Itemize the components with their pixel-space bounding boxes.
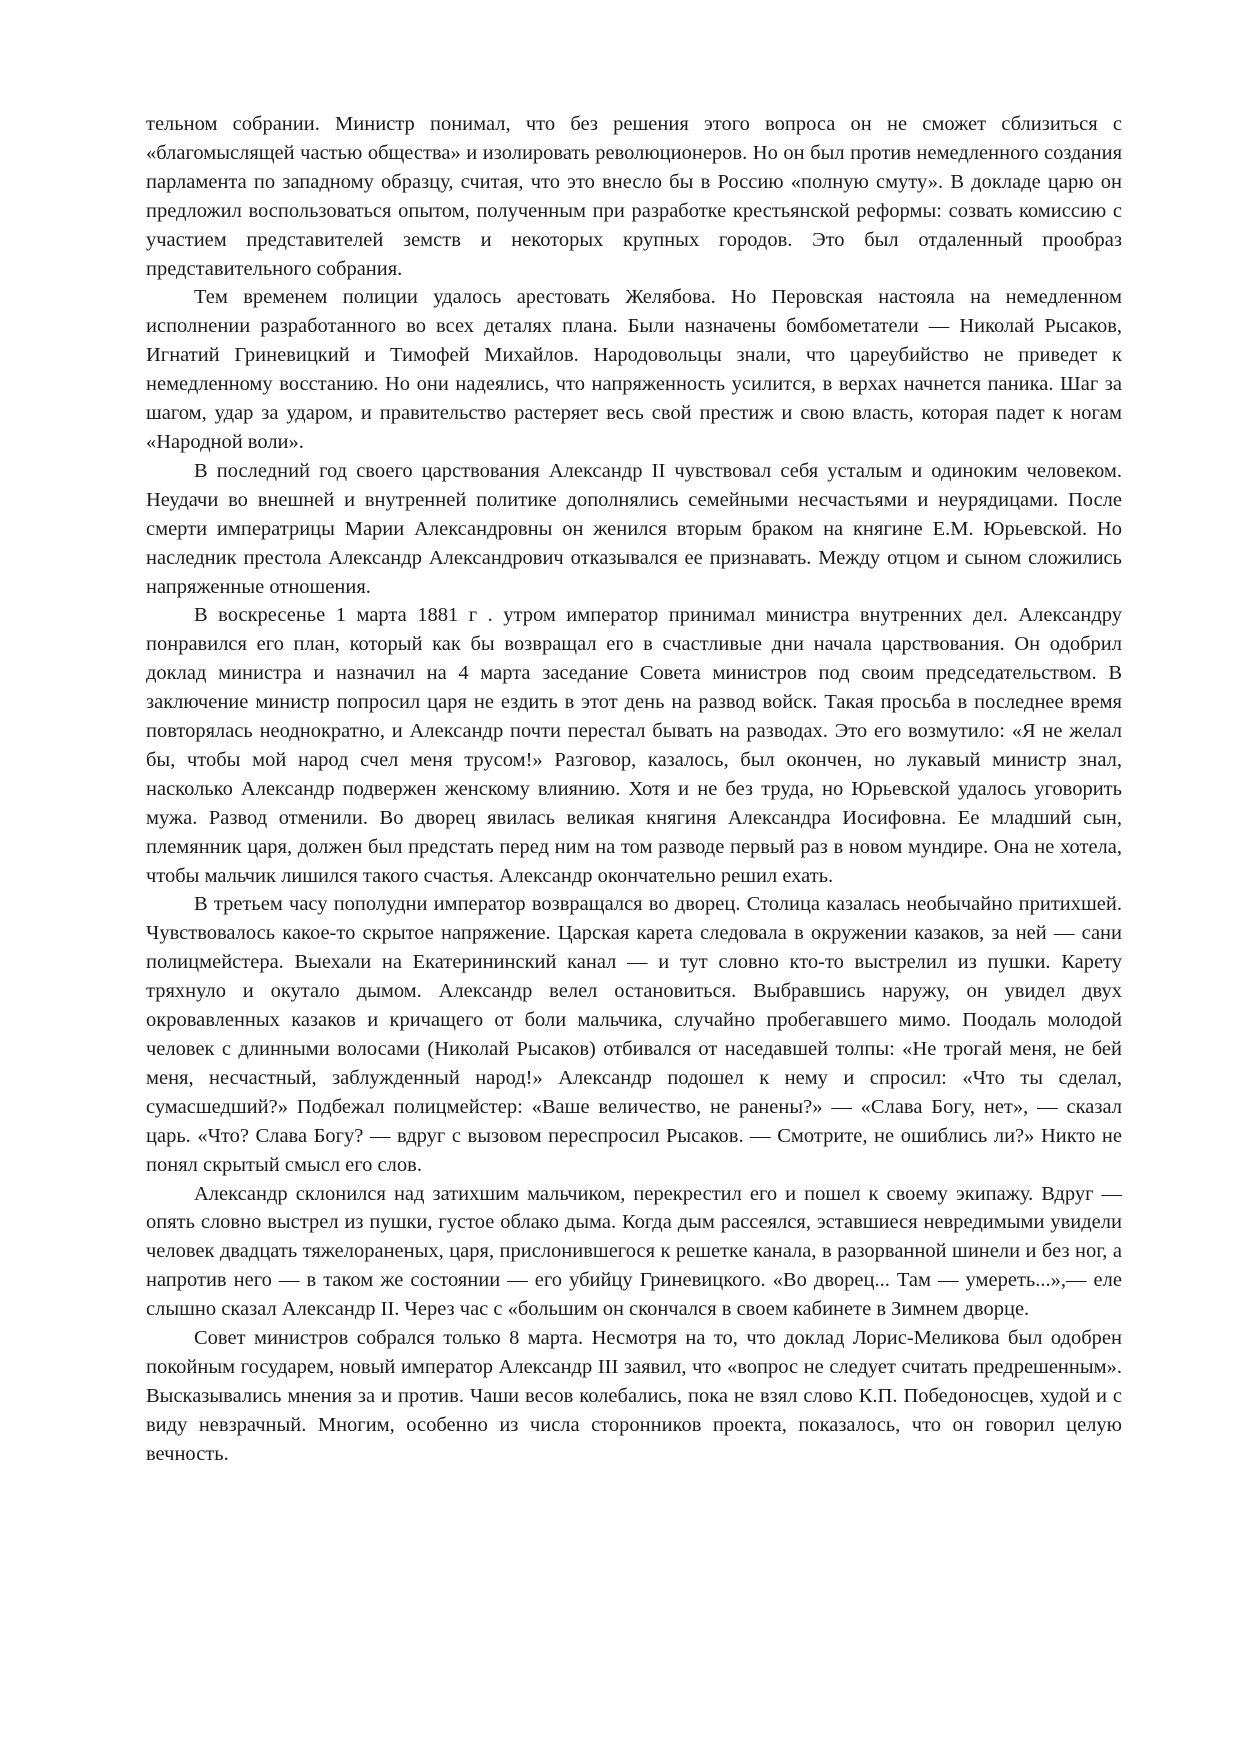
paragraph-3: В последний год своего царствования Александр II чувствовал себя усталым и одиноким человеком. Неудачи во внешней и внутренней политике дополнялись семейными несчастьями и неурядицами. После смерти императрицы Марии Александровны он женился вторым браком на княгине Е.М. Юрьевской. Но наследник престола Александр Александрович отказывался ее признавать. Между отцом и сыном сложились напряженные отношения. — [146, 459, 1122, 598]
paragraph-6: Александр склонился над затихшим мальчиком, перекрестил его и пошел к своему экипажу. Вдруг — опять словно выстрел из пушки, густое облако дыма. Когда дым рассеялся, эставшиеся невредимыми увидели человек двадцать тяжелораненых, царя, прислонившегося к решетке канала, в разорванной шинели и без ног, а напротив него — в таком же состоянии — его убийцу Гриневицкого. «Во дворец... Там — умереть...»,— еле слышно сказал Александр II. Через час с «большим он скончался в своем кабинете в Зимнем дворце. — [146, 1182, 1122, 1321]
paragraph-1: тельном собрании. Министр понимал, что без решения этого вопроса он не сможет сблизиться с «благомыслящей частью общества» и изолировать революционеров. Но он был против немедленного создания парламента по западному образцу, считая, что это внесло бы в Россию «полную смуту». В докладе царю он предложил воспользоваться опытом, полученным при разработке крестьянской реформы: созвать комиссию с участием представителей земств и некоторых крупных городов. Это был отдаленный прообраз представительного собрания. — [146, 113, 1122, 280]
paragraph-2: Тем временем полиции удалось арестовать Желябова. Но Перовская настояла на немедленном исполнении разработанного во всех деталях плана. Были назначены бомбометатели — Николай Рысаков, Игнатий Гриневицкий и Тимофей Михайлов. Народовольцы знали, что цареубийство не приведет к немедленному восстанию. Но они надеялись, что напряженность усилится, в верхах начнется паника. Шаг за шагом, удар за ударом, и правительство растеряет весь свой престиж и свою власть, которая падет к ногам «Народной воли». — [146, 286, 1122, 453]
paragraph-5: В третьем часу пополудни император возвращался во дворец. Столица казалась необычайно притихшей. Чувствовалось какое-то скрытое напряжение. Царская карета следовала в окружении казаков, за ней — сани полицмейстера. Выехали на Екатерининский канал — и тут словно кто-то выстрелил из пушки. Карету тряхнуло и окутало дымом. Александр велел остановиться. Выбравшись наружу, он увидел двух окровавленных казаков и кричащего от боли мальчика, случайно пробегавшего мимо. Поодаль молодой человек с длинными волосами (Николай Рысаков) отбивался от наседавшей толпы: «Не трогай меня, не бей меня, несчастный, заблужденный народ!» Александр подошел к нему и спросил: «Что ты сделал, сумасшедший?» Подбежал полицмейстер: «Ваше величество, не ранены?» — «Слава Богу, нет», — сказал царь. «Что? Слава Богу? — вдруг с вызовом переспросил Рысаков. — Смотрите, не ошиблись ли?» Никто не понял скрытый смысл его слов. — [146, 893, 1122, 1176]
paragraph-4: В воскресенье 1 марта 1881 г . утром император принимал министра внутренних дел. Александру понравился его план, который как бы возвращал его в счастливые дни начала царствования. Он одобрил доклад министра и назначил на 4 марта заседание Совета министров под своим председательством. В заключение министр попросил царя не ездить в этот день на развод войск. Такая просьба в последнее время повторялась неоднократно, и Александр почти перестал бывать на разводах. Это его возмутило: «Я не желал бы, чтобы мой народ счел меня трусом!» Разговор, казалось, был окончен, но лукавый министр знал, насколько Александр подвержен женскому влиянию. Хотя и не без труда, но Юрьевской удалось уговорить мужа. Развод отменили. Во дворец явилась великая княгиня Александра Иосифовна. Ее младший сын, племянник царя, должен был предстать перед ним на том разводе первый раз в новом мундире. Она не хотела, чтобы мальчик лишился такого счастья. Александр окончательно решил ехать. — [146, 604, 1122, 887]
paragraph-7: Совет министров собрался только 8 марта. Несмотря на то, что доклад Лорис-Меликова был одобрен покойным государем, новый император Александр III заявил, что «вопрос не следует считать предрешенным». Высказывались мнения за и против. Чаши весов колебались, пока не взял слово К.П. Победоносцев, худой и с виду невзрачный. Многим, особенно из числа сторонников проекта, показалось, что он говорил целую вечность. — [146, 1327, 1122, 1465]
document-page — [146, 110, 1122, 1469]
